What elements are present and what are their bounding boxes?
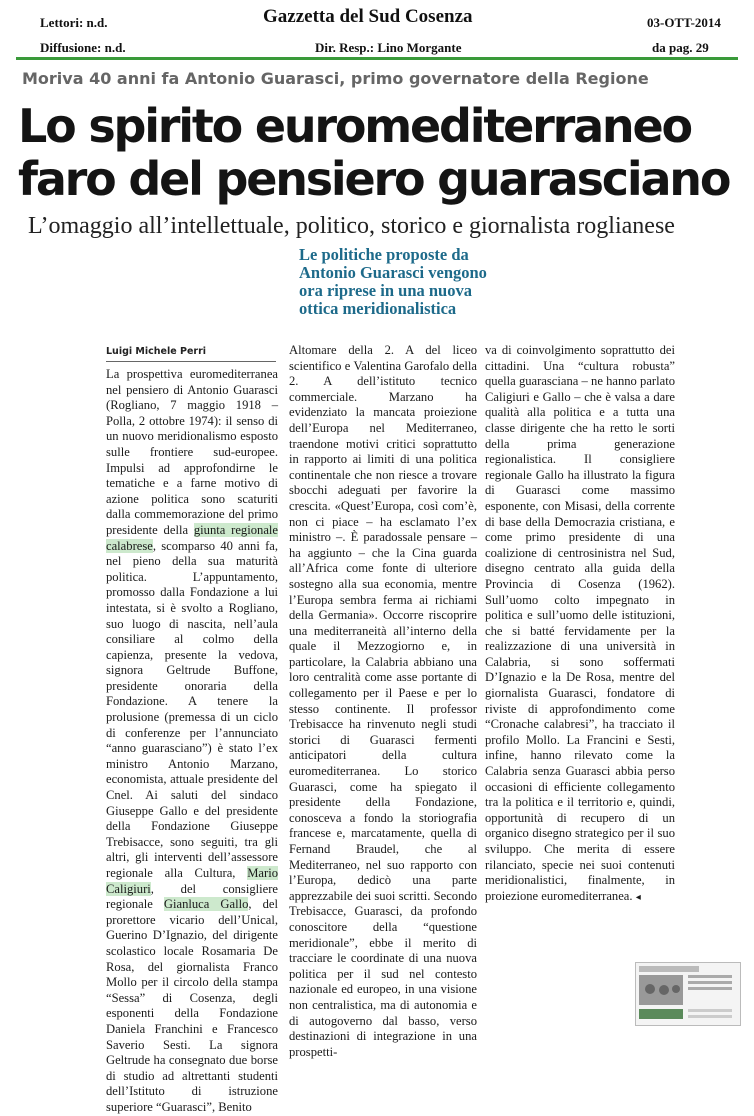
end-mark-icon: ◂ — [635, 891, 641, 903]
pull-quote: Le politiche proposte da Antonio Guarasci vengono ora riprese in una nuova ottica meridionalistica — [299, 245, 487, 318]
thumbnail-image — [636, 963, 740, 1025]
article-subtitle: L’omaggio all’intellettuale, politico, storico e giornalista roglianese — [28, 213, 675, 239]
article-column-2 — [289, 343, 477, 1060]
header-rule — [16, 57, 738, 60]
article-column-1 — [106, 367, 278, 1116]
headline-line-1: Lo spirito euromediterraneo — [18, 99, 691, 153]
highlight-giunta: giunta regionale calabrese — [106, 522, 278, 553]
byline: Luigi Michele Perri — [106, 346, 207, 357]
highlight-gallo: Gianluca Gallo — [163, 897, 249, 912]
editor-label: Dir. Resp.: Lino Morgante — [315, 40, 462, 55]
byline-rule — [106, 361, 276, 362]
readers-label: Lettori: n.d. — [40, 15, 108, 30]
page-label: da pag. 29 — [652, 40, 709, 55]
headline-line-2: faro del pensiero guarasciano — [18, 152, 730, 206]
col1-text-a: La prospettiva euromediterranea nel pensiero di Antonio Guarasci (Rogliano, 7 maggio 1918 – Polla, 2 ottobre 1974): il senso di un nuovo meridionalismo esposto sulle frontiere sud-europee. Impulsi ad approfondirne le tematiche e a farne motivo di azione politica sono scaturiti dalla commemorazione del primo presidente della — [106, 367, 278, 537]
page-thumbnail — [635, 962, 741, 1026]
article-kicker: Moriva 40 anni fa Antonio Guarasci, primo governatore della Regione — [22, 69, 649, 88]
masthead: Gazzetta del Sud Cosenza — [263, 6, 473, 27]
col1-text-d: , del prorettore vicario dell’Unical, Guerino D’Ignazio, del dirigente scolastico locale Rosamaria De Rosa, del giornalista Franco Mollo per il circolo della stampa “Sessa” di Cosenza, degli esponenti della Fondazione Daniela Franchini e Francesco Saverio Sesti. La signora Geltrude ha consegnato due borse di studio ad altrettanti studenti dell’Istituto di istruzione superiore “Guarasci”, Benito — [106, 897, 278, 1114]
col1-text-c: , del consigliere regionale — [106, 881, 278, 912]
article-column-3 — [485, 343, 675, 905]
col2-text: Altomare della 2. A del liceo scientifico e Valentina Garofalo della 2. A dell’istituto tecnico commerciale. Marzano ha evidenziato la mancata proiezione dell’Europa nel Mediterraneo, traendone motivi critici soprattutto in rapporto ai limiti di una politica continentale che non riesce a trovare sbocchi adeguati per favorire la crescita. «Quest’Europa, così com’è, non ci piace – ha esclamato l’ex ministro –. È paradossale pensare – ha aggiunto – che la Cina guarda all’Africa come fonte di ulteriore sostegno alla sua economia, mentre l’Europa sembra ferma ai richiami della Germania». Occorre riscoprire una mediterraneità all’interno della quale il Mezzogiorno e, in particolare, la Calabria abbiano una loro centralità come asse portante di collegamento per il Paese e per lo stesso continente. Il professor Trebisacce ha rinvenuto negli studi storici di Guarasci fermenti anticipatori della cultura euromediterranea. Lo storico Guarasci, come ha spiegato il presidente della Fondazione, conosceva a fondo la storiografia francese e, marcatamente, quella di Fernand Braudel, che al Mediterraneo, nel suo rapporto con l’Europa, dedicò una parte apprezzabile dei suoi scritti. Secondo Trebisacce, Guarasci, da profondo conoscitore della “questione meridionale”, ebbe il merito di tracciare le coordinate di una nuova politica per il sud nel contesto nazionale ed europeo, in una visione non centralistica, ma di autonomia e di autogoverno dal basso, verso destinazioni di integrazione in una prospetti- — [289, 343, 477, 1059]
col3-text: va di coinvolgimento soprattutto dei cittadini. Una “cultura robusta” quella guarasciana – ne hanno parlato Caligiuri e Gallo – che è valsa a dare qualità alla politica e a tutta una classe dirigente che ha retto le sorti della prima generazione regionalistica. Il consigliere regionale Gallo ha illustrato la figura di Guarasci come massimo esponente, con Misasi, della corrente di base della Democrazia cristiana, e come primo presidente di una coalizione di centrosinistra nel Sud, disegno centrato alla guida della Provincia di Cosenza (1962). Sull’uomo colto impegnato in politica e sull’uomo delle istituzioni, che si batté fervidamente per la realizzazione di una università in Calabria, si sono soffermati D’Ignazio e la De Rosa, mentre del giornalista Guarasci, fondatore di riviste di approfondimento come “Cronache calabresi”, ha tracciato il profilo Mollo. La Francini e Sesti, infine, hanno rilevato come la Calabria senza Guarasci abbia perso occasioni di efficiente collegamento tra la politica e il territorio e, quindi, opportunità di recupero di un organico disegno strategico per il suo sviluppo. Che merita di essere rilanciato, specie nei suoi contenuti meridionalistici, finalmente, in proiezione euromediterranea. — [485, 343, 675, 903]
col1-text-b: , scomparso 40 anni fa, nel pieno della sua maturità politica. L’appuntamento, promosso dalla Fondazione a lui intestata, si è svolto a Rogliano, suo luogo di nascita, nell’aula consiliare al colmo della capienza, presente la vedova, signora Geltrude Buffone, presidente onoraria della Fondazione. A tenere la prolusione (premessa di un ciclo di conferenze per l’annunciato “anno guarasciano”) è stato l’ex ministro Antonio Marzano, economista, attuale presidente del Cnel. Ai saluti del sindaco Giuseppe Gallo e del presidente della Fondazione Giuseppe Trebisacce, sono seguiti, tra gli altri, gli interventi dell’assessore regionale alla Cultura, — [106, 538, 278, 880]
circulation-label: Diffusione: n.d. — [40, 40, 126, 55]
date-label: 03-OTT-2014 — [647, 15, 721, 30]
highlight-caligiuri: Mario Caligiuri — [106, 866, 278, 896]
